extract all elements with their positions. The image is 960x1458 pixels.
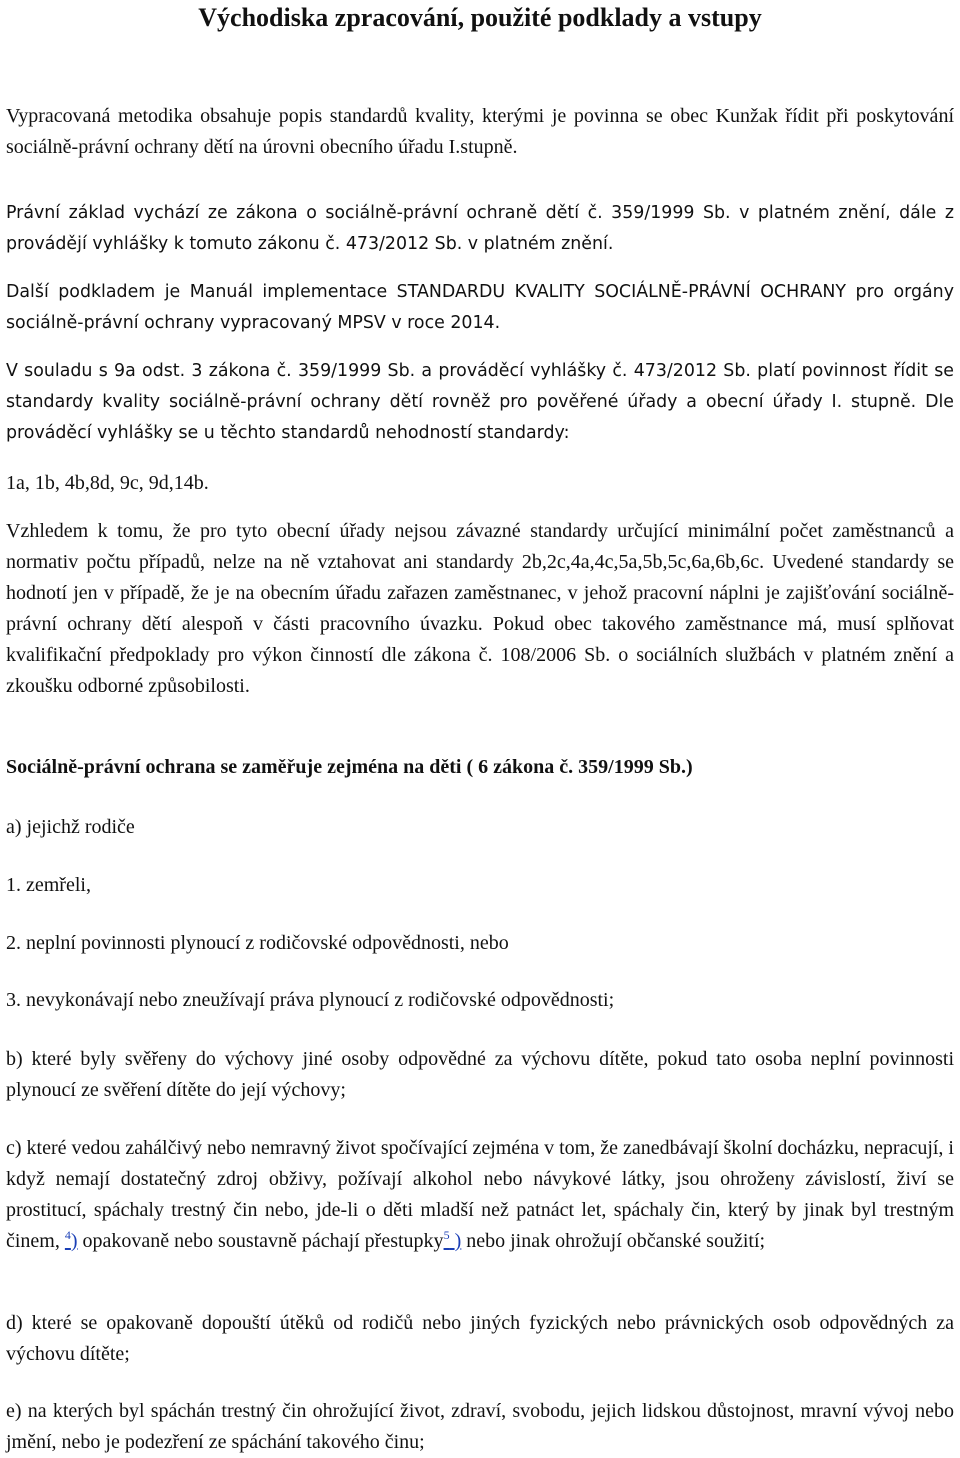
list-item-a3: 3. nevykonávají nebo zneužívají práva plynoucí z rodičovské odpovědnosti;	[6, 989, 615, 1011]
page-title: Východiska zpracování, použité podklady a vstupy	[198, 3, 762, 32]
standards-paragraph	[6, 356, 954, 449]
list-item-c	[6, 1133, 954, 1257]
paragraph-manual: Další podkladem je Manuál implementace STANDARDU KVALITY SOCIÁLNĚ-PRÁVNÍ OCHRANY pro orgány sociálně-právní ochrany vypracovaný MPSV v roce 2014.	[6, 282, 954, 333]
item-d	[6, 1308, 954, 1370]
item-a1	[6, 870, 954, 901]
list-item-a1: 1. zemřeli,	[6, 874, 91, 896]
footnote-number-5: 5	[443, 1228, 450, 1242]
footnote-close-4: )	[70, 1230, 78, 1252]
footnote-link-4[interactable]	[65, 1230, 78, 1252]
exception-paragraph	[6, 516, 954, 702]
paragraph-methodology: Vypracovaná metodika obsahuje popis standardů kvality, kterými je povinna se obec Kunžak řídit při poskytování sociálně-právní ochrany dětí na úrovni obecního úřadu I.stupně.	[6, 105, 954, 158]
list-item-a2: 2. neplní povinnosti plynoucí z rodičovské odpovědnosti, nebo	[6, 932, 509, 954]
standards-list	[6, 468, 954, 499]
footnote-number-4: 4	[64, 1228, 71, 1242]
item-c-text-3: nebo jinak ohrožují občanské soužití;	[461, 1230, 766, 1252]
list-item-a: a) jejichž rodiče	[6, 816, 135, 838]
legal-basis-paragraph	[6, 198, 954, 260]
section-heading	[6, 752, 954, 783]
paragraph-exception: Vzhledem k tomu, že pro tyto obecní úřady nejsou závazné standardy určující minimální počet zaměstnanců a normativ počtu případů, nelze na ně vztahovat ani standardy 2b,2c,4a,4c,5a,5b,5c,6a,6b,6c. Uvedené standardy se hodnotí jen v případě, že je na obecním úřadu zařazen zaměstnanec, v jehož pracovní náplni je zajišťování sociálně-právní ochrany dětí alespoň v části pracovního úvazku. Pokud obec takového zaměstnance má, musí splňovat kvalifikační předpoklady pro výkon činností dle zákona č. 108/2006 Sb. o sociálních službách v platném znění a zkoušku odborné způsobilosti.	[6, 520, 954, 697]
paragraph-standards: V souladu s 9a odst. 3 zákona č. 359/1999 Sb. a prováděcí vyhlášky č. 473/2012 Sb. platí povinnost řídit se standardy kvality sociálně-právní ochrany dětí rovněž pro pověřené úřady a obecní úřady I. stupně. Dle prováděcí vyhlášky se u těchto standardů nehodností standardy:	[6, 361, 954, 443]
item-a3	[6, 985, 954, 1016]
item-b	[6, 1044, 954, 1106]
list-item-b: b) které byly svěřeny do výchovy jiné osoby odpovědné za výchovu dítěte, pokud tato osoba neplní povinnosti plynoucí ze svěření dítěte do její výchovy;	[6, 1048, 954, 1101]
paragraph-legal-basis: Právní základ vychází ze zákona o sociálně-právní ochraně dětí č. 359/1999 Sb. v platném znění, dále z provádějí vyhlášky k tomuto zákonu č. 473/2012 Sb. v platném znění.	[6, 203, 954, 254]
list-item-d: d) které se opakovaně dopouští útěků od rodičů nebo jiných fyzických nebo právnických osob odpovědných za výchovu dítěte;	[6, 1312, 954, 1365]
manual-paragraph	[6, 277, 954, 339]
item-a2	[6, 928, 954, 959]
item-c-text-2: opakovaně nebo soustavně páchají přestupky	[77, 1230, 444, 1252]
paragraph-standards-list: 1a, 1b, 4b,8d, 9c, 9d,14b.	[6, 472, 209, 494]
item-c-text-1: c) které vedou zahálčivý nebo nemravný život spočívající zejména v tom, že zanedbávají školní docházku, nepracují, i když nemají dostatečný zdroj obživy, požívají alkohol nebo návykové látky, jsou ohroženy závislostí, živí se prostitucí, spáchaly trestný čin nebo, jde-li o děti mladší než patnáct let, spáchaly čin, který by jinak byl trestným činem,	[6, 1137, 954, 1252]
item-c	[6, 1133, 954, 1257]
item-e	[6, 1396, 954, 1458]
heading-child-protection: Sociálně-právní ochrana se zaměřuje zejména na děti ( 6 zákona č. 359/1999 Sb.)	[6, 756, 693, 778]
footnote-link-5[interactable]	[444, 1230, 462, 1252]
footnote-close-5: )	[454, 1230, 462, 1252]
item-a	[6, 812, 954, 843]
list-item-e: e) na kterých byl spáchán trestný čin ohrožující život, zdraví, svobodu, jejich lidskou důstojnost, mravní vývoj nebo jmění, nebo je podezření ze spáchání takového činu;	[6, 1400, 954, 1453]
intro-paragraph	[6, 101, 954, 163]
